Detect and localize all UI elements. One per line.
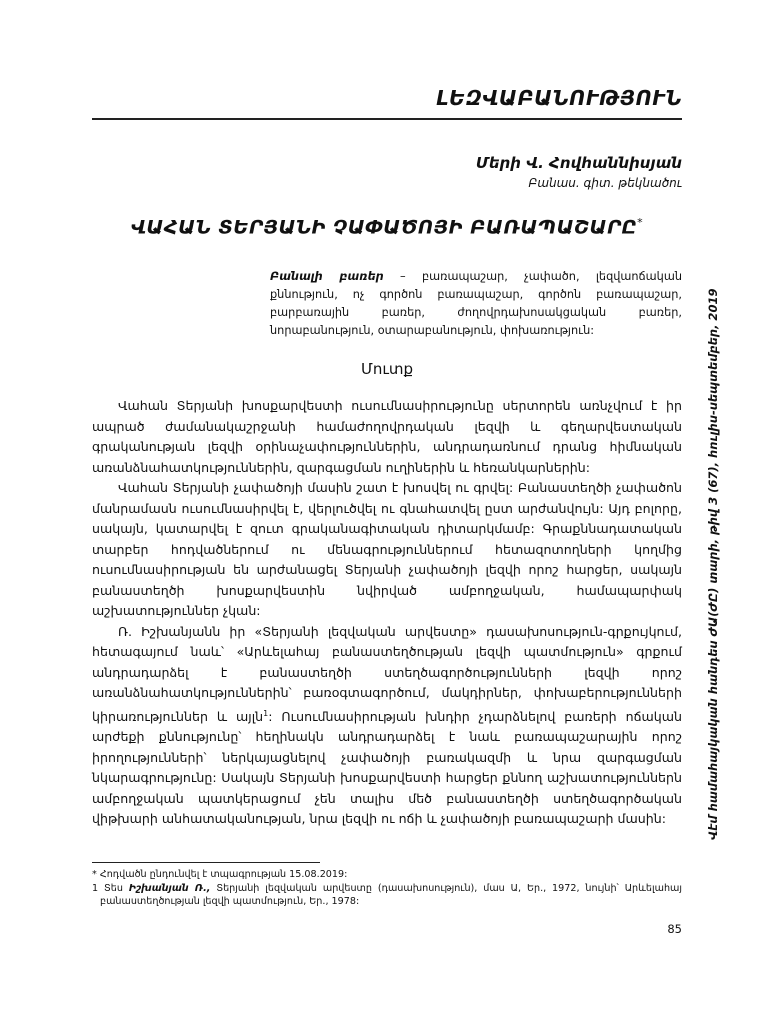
footnote-text: Տերյանի լեզվական արվեստը (դասախոսություն), մաս Ա, Եր., 1972, նույնի՝ Արևելահայ բանաստեղծության լեզվի պատմություն, Եր., 1978:: [100, 882, 682, 907]
footnote-rule: [92, 862, 320, 863]
header-rule: [92, 118, 682, 120]
intro-heading: Մուտք: [360, 360, 414, 378]
section-header: ԼԵԶՎԱԲԱՆՈՒԹՅՈՒՆ: [436, 86, 682, 110]
footnote-prefix: Տես: [104, 882, 129, 894]
footnote-author: Իշխանյան Ռ.,: [128, 882, 211, 894]
footnotes: [92, 868, 682, 909]
article-body: [92, 396, 682, 830]
footnote-reference: [92, 882, 682, 909]
title-footnote-mark: *: [637, 216, 644, 229]
body-paragraph: Վահան Տերյանի չափածոյի մասին շատ է խոսվել ու գրվել: Բանաստեղծի չափածոն մանրամասն ուսումնասիրվել է, վերլուծվել ու գնահատվել ըստ արժանվույն: Այդ բոլորը, սակայն, կատարվել է զուտ գրականագիտական դիտարկմամբ: Գրաքննադատական տարբեր հոդվածներում ու մենագրություններում հետազոտողների կողմից ուսումնասիրության են արժանացել Տերյանի չափածոյի լեզվի որոշ հարցեր, սակայն բանաստեղծի խոսքարվեստին նվիրված ամբողջական, համապարփակ աշխատություններ չկան:: [92, 480, 682, 618]
footnote-ref-mark: 1: [263, 708, 269, 718]
keywords-text: – բառապաշար, չափածո, լեզվաոճական քննություն, ոչ գործոն բառապաշար, գործոն բառապաշար, բարբառային բառեր, ժողովրդախոսակցական բառեր, նորաբանություն, օտարաբանություն, փոխառություն:: [270, 270, 682, 337]
body-paragraph: [92, 622, 682, 830]
body-paragraph: Վահան Տերյանի խոսքարվեստի ուսումնասիրությունը սերտորեն առնչվում է իր ապրած ժամանակաշրջանի համաժողովրդական լեզվի և գեղարվեստական գրականության լեզվի օրինաչափություններին, անդրադառնում դրանց հիմնական առանձնահատկություններին, զարգացման ուղիներին և հեռանկարներին:: [92, 398, 682, 475]
paragraph-end-mark: :: [268, 708, 273, 724]
keywords-block: [270, 268, 682, 340]
article-title: [92, 216, 682, 238]
footnote-received: * Հոդվածն ընդունվել է տպագրության 15.08.2019:: [92, 869, 348, 880]
journal-sidebar-text: Վէմ համահայկական հանդես ԺԱ(ԺԸ) տարի, թիվ 3 (67), հուլիս-սեպտեմբեր, 2019: [706, 288, 720, 840]
page-number: 85: [667, 922, 682, 936]
author-name: Մերի Վ. Հովհաննիսյան: [475, 154, 682, 172]
author-degree: Բանաս. գիտ. թեկնածու: [528, 176, 682, 190]
footnote-number: 1: [92, 882, 99, 894]
paragraph-text: Ռ. Իշխանյանն իր «Տերյանի լեզվական արվեստը» դասախոսություն-գրքույկում, հետագայում նաև՝ «Արևելահայ բանաստեղծության լեզվի պատմություն» գրքում անդրադարձել է բանաստեղծի ստեղծագործությունների լեզվի որոշ առանձնահատկություններին՝ բառօգտագործում, մակդիրներ, փոխաբերությունների կիրառություններ և այլն: [92, 623, 682, 724]
article-title-text: ՎԱՀԱՆ ՏԵՐՅԱՆԻ ՉԱՓԱԾՈՅԻ ԲԱՌԱՊԱՇԱՐԸ: [130, 216, 638, 239]
paragraph-text: Ուսումնասիրության խնդիր չդարձնելով բառերի ոճական արժեքի քննությունը՝ հեղինակն անդրադարձել է նաև բառապաշարային որոշ իրողությունների՝ ներկայացնելով չափածոյի բառակազմի և նրա զարգացման նկարագրությունը: Սակայն Տերյանի խոսքարվեստի հարցեր քննող աշխատություններն ամբողջական պատկերացում չեն տալիս մեծ բանաստեղծի ստեղծագործական վիթխարի անհատականության, նրա լեզվի ու ոճի և չափածոյի բառապաշարի մասին:: [92, 708, 682, 827]
keywords-label: Բանալի բառեր: [270, 270, 384, 283]
